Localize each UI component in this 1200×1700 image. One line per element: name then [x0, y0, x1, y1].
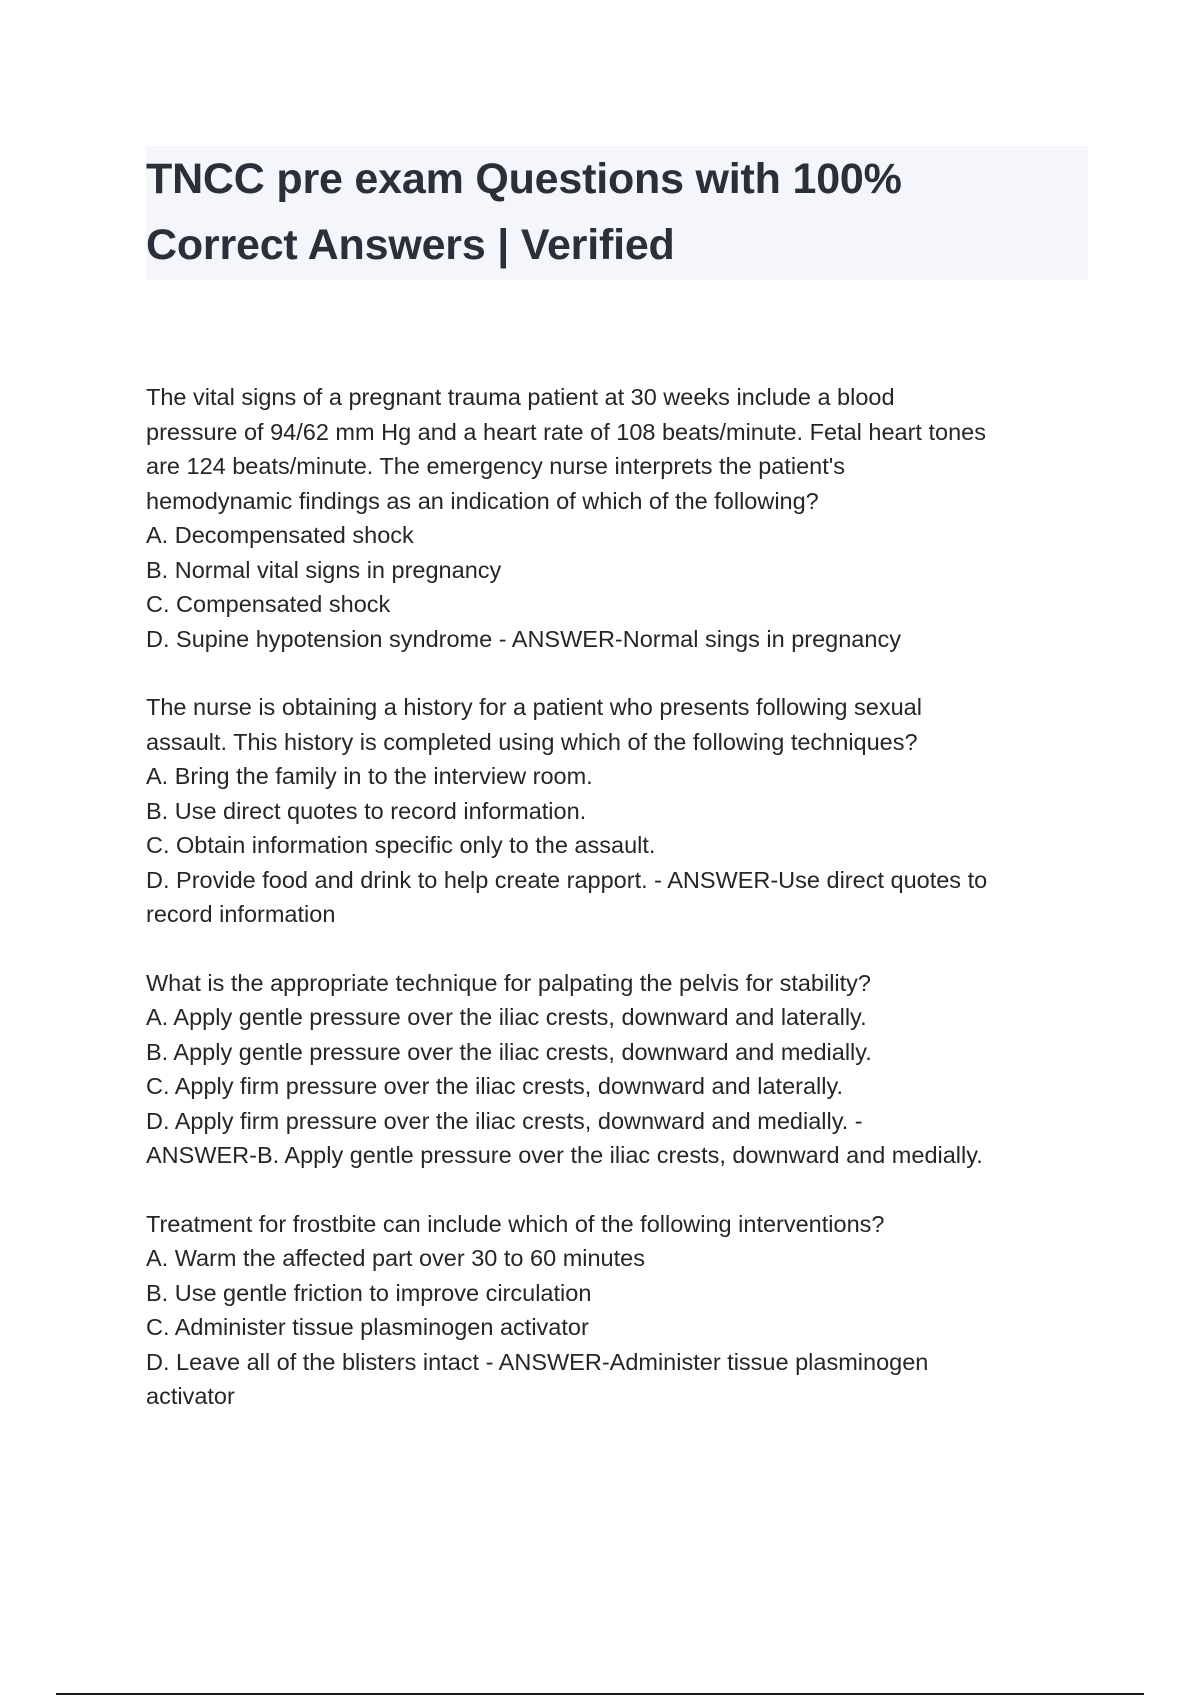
question-line: assault. This history is completed using which of the following techniques? [146, 728, 918, 755]
title-line-2: Correct Answers | Verified [146, 221, 675, 269]
answer-option: B. Normal vital signs in pregnancy [146, 556, 502, 583]
question-list [146, 380, 1091, 1414]
answer-option: B. Use direct quotes to record information. [146, 797, 587, 824]
title-line-1: TNCC pre exam Questions with 100% [146, 155, 902, 203]
question-line: The nurse is obtaining a history for a patient who presents following sexual [146, 694, 922, 720]
answer-option: B. Use gentle friction to improve circulation [146, 1279, 592, 1306]
page-bottom-divider [56, 1693, 1144, 1695]
answer-option: A. Warm the affected part over 30 to 60 minutes [146, 1245, 645, 1271]
question-line: hemodynamic findings as an indication of which of the following? [146, 487, 819, 514]
answer-option: C. Apply firm pressure over the iliac crests, downward and laterally. [146, 1073, 844, 1099]
answer-option: D. Apply firm pressure over the iliac crests, downward and medially. - [146, 1107, 863, 1134]
answer-option: A. Bring the family in to the interview room. [146, 763, 593, 789]
answer-option: C. Administer tissue plasminogen activator [146, 1314, 589, 1340]
answer-option: A. Apply gentle pressure over the iliac crests, downward and laterally. [146, 1004, 867, 1030]
question-line: What is the appropriate technique for palpating the pelvis for stability? [146, 969, 872, 996]
answer-option: B. Apply gentle pressure over the iliac crests, downward and medially. [146, 1038, 872, 1065]
question-block [146, 380, 1091, 656]
document-title-block [146, 146, 1088, 280]
question-block [146, 1207, 1091, 1414]
answer-line: record information [146, 901, 336, 927]
question-block [146, 966, 1091, 1173]
question-line: pressure of 94/62 mm Hg and a heart rate of 108 beats/minute. Fetal heart tones [146, 418, 986, 445]
answer-option: D. Provide food and drink to help create rapport. - ANSWER-Use direct quotes to [146, 866, 988, 893]
question-line: Treatment for frostbite can include which of the following interventions? [146, 1210, 885, 1237]
answer-line: activator [146, 1383, 235, 1409]
answer-option: C. Obtain information specific only to the assault. [146, 832, 656, 858]
answer-option: D. Supine hypotension syndrome - ANSWER-Normal sings in pregnancy [146, 625, 901, 652]
question-line: are 124 beats/minute. The emergency nurse interprets the patient's [146, 453, 846, 479]
question-block [146, 690, 1091, 932]
answer-line: ANSWER-B. Apply gentle pressure over the iliac crests, downward and medially. [146, 1142, 983, 1168]
document-title [146, 146, 1088, 278]
question-line: The vital signs of a pregnant trauma patient at 30 weeks include a blood [146, 384, 895, 410]
answer-option: A. Decompensated shock [146, 522, 414, 548]
answer-option: D. Leave all of the blisters intact - ANSWER-Administer tissue plasminogen [146, 1348, 929, 1375]
answer-option: C. Compensated shock [146, 591, 391, 617]
